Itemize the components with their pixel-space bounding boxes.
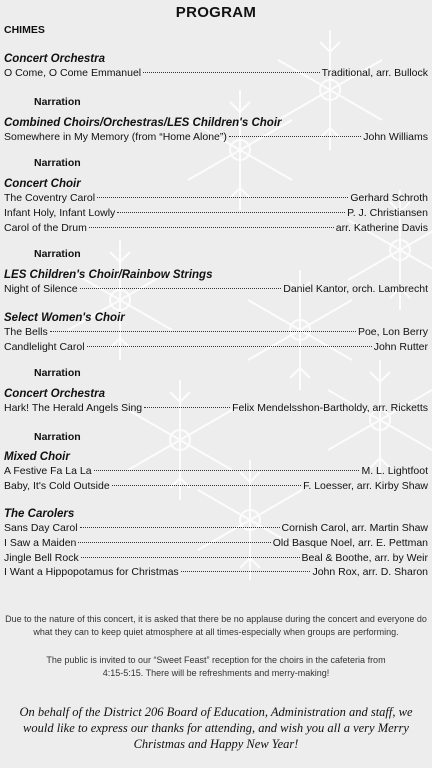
section-heading: The Carolers — [4, 508, 75, 520]
piece-title: The Bells — [4, 326, 48, 338]
piece-title: I Saw a Maiden — [4, 536, 77, 549]
section-heading: Select Women's Choir — [4, 312, 125, 324]
section-heading: Concert Orchestra — [4, 53, 105, 65]
program-entry — [4, 521, 428, 536]
piece-credit: Cornish Carol, arr. Martin Shaw — [281, 522, 428, 534]
program-entry — [4, 565, 428, 580]
reception-notice: The public is invited to our “Sweet Feast” reception for the choirs in the cafeteria from 4:15-5:15. There will be refreshments and merry-making! — [46, 655, 386, 678]
piece-title: Carol of the Drum — [4, 221, 87, 234]
program-section — [4, 116, 428, 145]
section-heading: Concert Orchestra — [4, 388, 105, 400]
piece-credit: Daniel Kantor, orch. Lambrecht — [283, 283, 428, 295]
program-section — [4, 311, 428, 355]
piece-title: Hark! The Herald Angels Sing — [4, 402, 143, 414]
piece-credit: Poe, Lon Berry — [357, 326, 428, 338]
piece-credit: Felix Mendelsshon-Bartholdy, arr. Ricketts — [232, 402, 428, 414]
section-heading: LES Children's Choir/Rainbow Strings — [4, 269, 213, 281]
piece-title: Night of Silence — [4, 283, 78, 295]
piece-credit: arr. Katherine Davis — [335, 221, 428, 234]
piece-credit: Beal & Boothe, arr. by Weir — [301, 551, 428, 564]
program-entry — [4, 401, 428, 416]
piece-credit: Traditional, arr. Bullock — [321, 67, 428, 79]
program-entry — [4, 340, 428, 355]
piece-credit: John Rutter — [373, 340, 428, 353]
program-entry — [4, 221, 428, 236]
piece-title: The Coventry Carol — [4, 192, 96, 204]
piece-title: Infant Holy, Infant Lowly — [4, 206, 116, 219]
piece-credit: Gerhard Schroth — [350, 192, 428, 204]
narration-label: Narration — [34, 248, 81, 260]
piece-title: Candlelight Carol — [4, 340, 85, 353]
piece-title: A Festive Fa La La — [4, 465, 92, 477]
program-entry — [4, 130, 428, 145]
page-title: PROGRAM — [175, 4, 257, 21]
narration-label: Narration — [34, 431, 81, 443]
program-section — [4, 507, 428, 580]
piece-title: Sans Day Carol — [4, 522, 78, 534]
program-entry — [4, 464, 428, 479]
program-section — [4, 177, 428, 235]
piece-credit: P. J. Christiansen — [347, 206, 428, 219]
program-entry — [4, 551, 428, 566]
applause-notice: Due to the nature of this concert, it is asked that there be no applause during the concert and everyone do what they can to keep quiet atmosphere at all times-especially when groups are performing. — [5, 614, 427, 637]
program-entry — [4, 282, 428, 297]
program-section — [4, 268, 428, 297]
program-entry — [4, 66, 428, 81]
section-heading: Mixed Choir — [4, 451, 70, 463]
program-section — [4, 387, 428, 416]
piece-credit: Old Basque Noel, arr. E. Pettman — [272, 536, 428, 549]
piece-title: Jingle Bell Rock — [4, 551, 79, 564]
program-entry — [4, 206, 428, 221]
program-entry — [4, 325, 428, 340]
piece-title: O Come, O Come Emmanuel — [4, 67, 142, 79]
piece-title: I Want a Hippopotamus for Christmas — [4, 566, 179, 579]
program-entry — [4, 191, 428, 206]
program-entry — [4, 536, 428, 551]
program-section — [4, 450, 428, 494]
piece-credit: John Rox, arr. D. Sharon — [312, 566, 428, 579]
narration-label: Narration — [34, 157, 81, 169]
piece-title: Somewhere in My Memory (from “Home Alone”) — [4, 131, 227, 143]
closing-message: On behalf of the District 206 Board of Education, Administration and staff, we would like to express our thanks for attending, and wish you all a very Merry Christmas and Happy New Year! — [19, 705, 413, 751]
narration-label: Narration — [34, 96, 81, 108]
program-entry — [4, 479, 428, 494]
piece-credit: John Williams — [363, 131, 428, 143]
section-heading: Combined Choirs/Orchestras/LES Children's Choir — [4, 117, 282, 129]
narration-label: Narration — [34, 367, 81, 379]
opening-heading: CHIMES — [4, 24, 45, 36]
piece-credit: M. L. Lightfoot — [361, 465, 428, 477]
section-heading: Concert Choir — [4, 178, 81, 190]
program-section — [4, 52, 428, 81]
piece-title: Baby, It's Cold Outside — [4, 479, 110, 492]
piece-credit: F. Loesser, arr. Kirby Shaw — [303, 479, 428, 492]
